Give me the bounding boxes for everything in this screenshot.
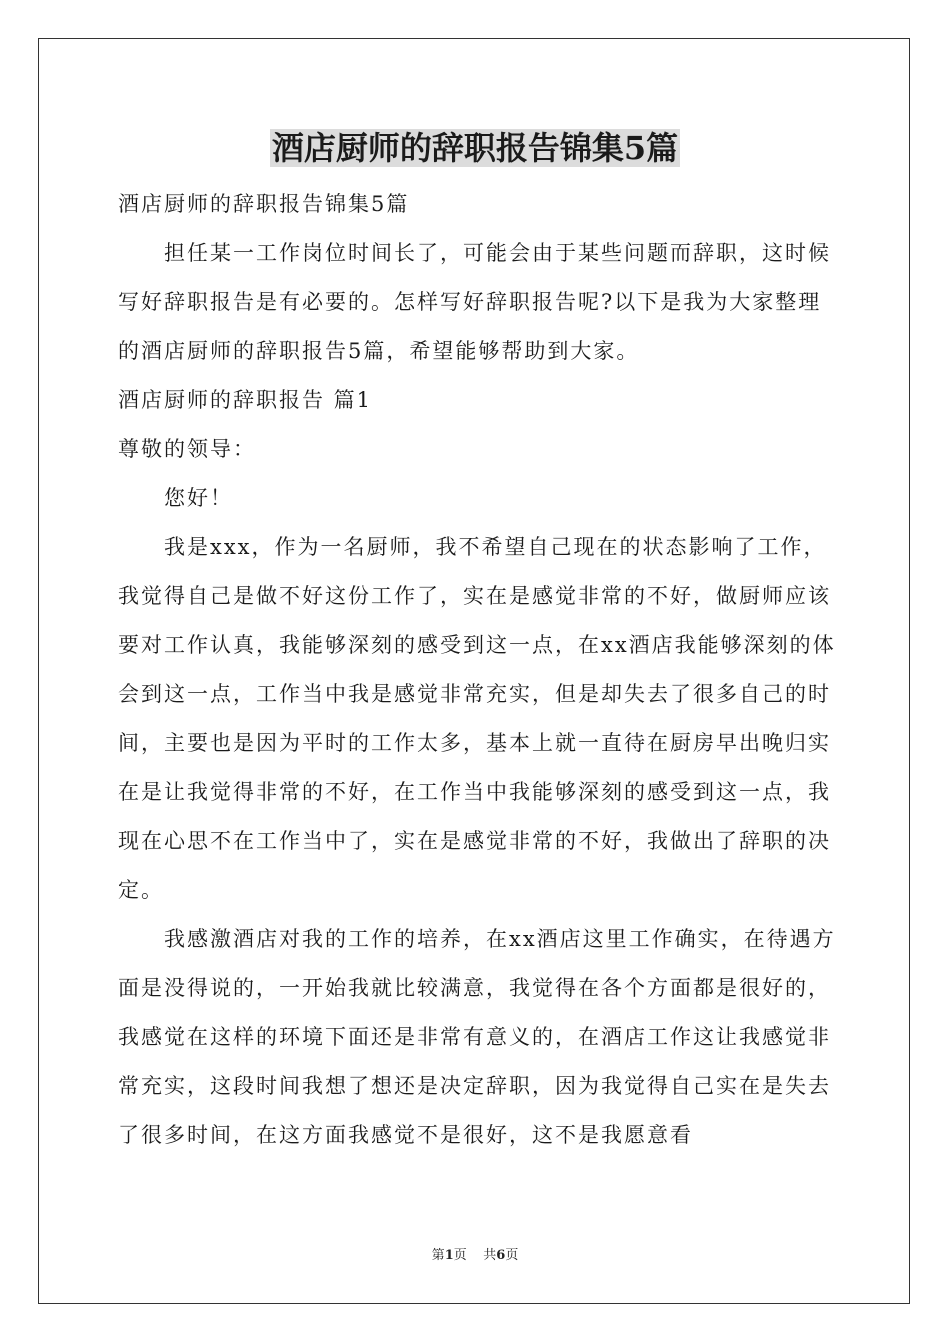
- page-footer: [0, 1246, 950, 1266]
- page-number-suffix: 页: [505, 1248, 519, 1263]
- document-body: [118, 180, 838, 1160]
- document-subtitle: 酒店厨师的辞职报告锦集5篇: [118, 192, 410, 216]
- section-heading: 酒店厨师的辞职报告 篇1: [118, 388, 373, 412]
- page-number-mid: 页 共: [453, 1248, 497, 1263]
- body-paragraph-1: 我是xxx，作为一名厨师，我不希望自己现在的状态影响了工作，我觉得自己是做不好这份工作了，实在是感觉非常的不好，做厨师应该要对工作认真，我能够深刻的感受到这一点，在xx酒店我能够深刻的体会到这一点，工作当中我是感觉非常充实，但是却失去了很多自己的时间，主要也是因为平时的工作太多，基本上就一直待在厨房早出晚归实在是让我觉得非常的不好，在工作当中我能够深刻的感受到这一点，我现在心思不在工作当中了，实在是感觉非常的不好，我做出了辞职的决定。: [118, 535, 836, 902]
- salutation: 尊敬的领导：: [118, 437, 256, 461]
- body-paragraph-2: 我感激酒店对我的工作的培养，在xx酒店这里工作确实，在待遇方面是没得说的，一开始我就比较满意，我觉得在各个方面都是很好的，我感觉在这样的环境下面还是非常有意义的，在酒店工作这让我感觉非常充实，这段时间我想了想还是决定辞职，因为我觉得自己实在是失去了很多时间，在这方面我感觉不是很好，这不是我愿意看: [118, 927, 836, 1147]
- document-title-text: 酒店厨师的辞职报告锦集5篇: [271, 129, 679, 167]
- intro-paragraph: 担任某一工作岗位时间长了，可能会由于某些问题而辞职，这时候写好辞职报告是有必要的。怎样写好辞职报告呢?以下是我为大家整理的酒店厨师的辞职报告5篇，希望能够帮助到大家。: [118, 241, 831, 363]
- page-number-total: 6: [496, 1248, 506, 1263]
- document-title: [0, 124, 950, 172]
- page-number-prefix: 第: [431, 1248, 445, 1263]
- page-number-current: 1: [444, 1248, 454, 1263]
- greeting: 您好！: [164, 486, 233, 510]
